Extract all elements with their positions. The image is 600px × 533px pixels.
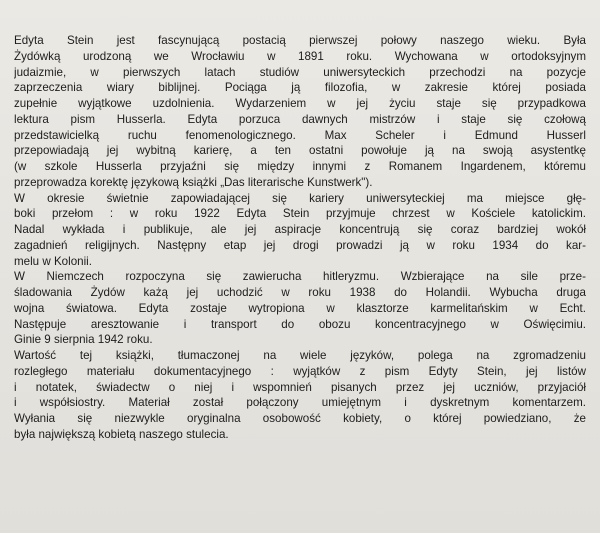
text-line: i współsiostry. Materiał został połączony umiejętnym i dyskretnym komentarzem. (14, 396, 586, 410)
text-line: śladowania Żydów każą jej uchodzić w roku 1938 do Holandii. Wybucha druga (14, 286, 586, 299)
text-line: przedstawicielką ruchu fenomenologicznego. Max Scheler i Edmund Husserl (14, 128, 586, 142)
text-line: Wyłania się niezwykle oryginalna osobowość kobiety, o której powiedziano, że (14, 412, 586, 425)
book-blurb-text (14, 33, 586, 443)
text-line: przeprowadza korektę językową książki „Das literarische Kunstwerk"). (14, 175, 373, 189)
text-line: i notatek, świadectw o niej i wspomnień pisanych przez jej uczniów, przyjaciół (14, 380, 586, 394)
text-line: Ginie 9 sierpnia 1942 roku. (14, 333, 153, 347)
text-line: Następuje aresztowanie i transport do obozu koncentracyjnego w Oświęcimiu. (14, 317, 586, 331)
text-line: lektura pism Husserla. Edyta porzuca dawnych mistrzów i staje się czołową (14, 112, 586, 126)
text-line: melu w Kolonii. (14, 254, 92, 268)
paragraph-1 (14, 33, 586, 191)
text-line: (w szkole Husserla przyjaźni się między innymi z Romanem Ingardenem, któremu (14, 160, 586, 173)
text-line: Wartość tej książki, tłumaczonej na wiele języków, polega na zgromadzeniu (14, 349, 586, 362)
text-line: była największą kobietą naszego stulecia. (14, 427, 229, 441)
paragraph-3 (14, 269, 586, 348)
text-line: przepowiadają jej wybitną karierę, a ten ostatni powołuje ją na swoją asystentkę (14, 144, 586, 158)
text-line: W okresie świetnie zapowiadającej się kariery uniwersyteckiej ma miejsce głę- (14, 191, 586, 205)
text-line: zupełnie wyjątkowe uzdolnienia. Wydarzeniem w jej życiu staje się przypadkowa (14, 97, 586, 110)
text-line: judaizmie, w pierwszych latach studiów uniwersyteckich przechodzi na pozycje (14, 65, 586, 79)
text-line: Nadal wykłada i publikuje, ale jej aspiracje koncentrują się coraz bardziej wokół (14, 223, 586, 236)
text-line: zagadnień religijnych. Następny etap jej drogi prowadzi ją w roku 1934 do kar- (14, 238, 586, 252)
paragraph-2 (14, 191, 586, 270)
paragraph-4 (14, 348, 586, 443)
text-line: Żydówką urodzoną we Wrocławiu w 1891 roku. Wychowana w ortodoksyjnym (14, 49, 586, 63)
text-line: Edyta Stein jest fascynującą postacią pierwszej połowy naszego wieku. Była (14, 34, 586, 47)
text-line: zaprzeczenia wiary biblijnej. Pociąga ją filozofia, w zakresie której posiada (14, 81, 586, 95)
text-line: boki przełom : w roku 1922 Edyta Stein przyjmuje chrzest w Kościele katolickim. (14, 207, 586, 221)
text-line: rozległego materiału dokumentacyjnego : wyjątków z pism Edyty Stein, jej listów (14, 364, 586, 378)
text-line: wojna światowa. Edyta zostaje wytropiona w klasztorze karmelitańskim w Echt. (14, 301, 586, 315)
text-line: W Niemczech rozpoczyna się zawierucha hitleryzmu. Wzbierające na sile prze- (14, 270, 586, 284)
